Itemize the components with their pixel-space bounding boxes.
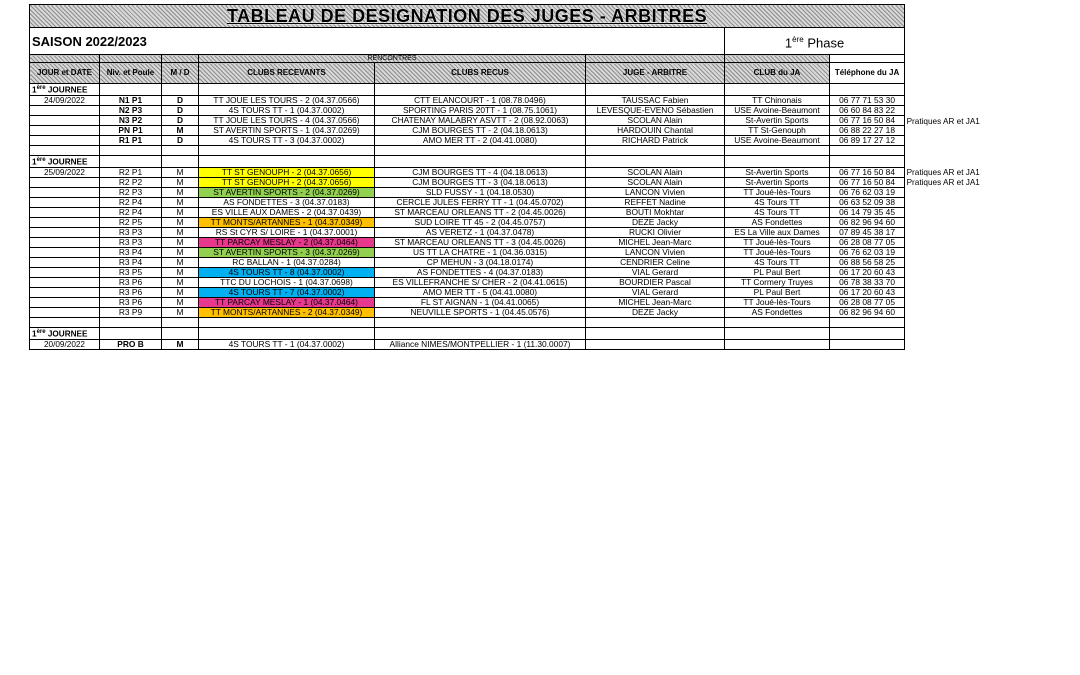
header-spacer	[162, 55, 199, 63]
referee-cell: LANCON Vivien	[586, 247, 725, 257]
level-cell: R1 P1	[100, 136, 162, 146]
journee-row	[30, 156, 905, 168]
table-row	[30, 257, 905, 267]
empty-cell	[725, 84, 830, 96]
phone-cell: 06 76 62 03 19	[830, 247, 905, 257]
md-cell: M	[162, 207, 199, 217]
home-club-cell: TT ST GENOUPH - 2 (04.37.0656)	[199, 167, 375, 177]
home-club-cell: 4S TOURS TT - 7 (04.37.0002)	[199, 287, 375, 297]
phone-cell: 06 28 08 77 05	[830, 297, 905, 307]
page-title: TABLEAU DE DESIGNATION DES JUGES - ARBITRES	[30, 5, 905, 28]
empty-cell	[830, 146, 905, 156]
referee-cell: BOUTI Mokhtar	[586, 207, 725, 217]
empty-cell	[162, 156, 199, 168]
phase-word: Phase	[807, 35, 845, 51]
journee-row	[30, 327, 905, 339]
away-club-cell: CJM BOURGES TT - 2 (04.18.0613)	[375, 126, 586, 136]
table-row	[30, 106, 905, 116]
empty-cell	[199, 317, 375, 327]
level-cell: R3 P3	[100, 237, 162, 247]
away-club-cell: CHATENAY MALABRY ASVTT - 2 (08.92.0063)	[375, 116, 586, 126]
md-cell: M	[162, 339, 199, 349]
level-cell: R3 P4	[100, 247, 162, 257]
away-club-cell: AS VERETZ - 1 (04.37.0478)	[375, 227, 586, 237]
home-club-cell: RS St CYR S/ LOIRE - 1 (04.37.0001)	[199, 227, 375, 237]
empty-cell	[30, 207, 100, 217]
empty-cell	[725, 327, 830, 339]
away-club-cell: US TT LA CHATRE - 1 (04.36.0315)	[375, 247, 586, 257]
empty-cell	[30, 146, 100, 156]
table-row	[30, 339, 905, 349]
empty-cell	[30, 247, 100, 257]
table-row	[30, 167, 905, 177]
phone-cell: 06 77 16 50 84	[830, 167, 905, 177]
column-header-md: M / D	[162, 63, 199, 84]
table-row	[30, 136, 905, 146]
referee-club-cell: 4S Tours TT	[725, 197, 830, 207]
season-spacer	[162, 28, 725, 55]
empty-cell	[30, 197, 100, 207]
referee-cell: DEZE Jacky	[586, 307, 725, 317]
table-row	[30, 96, 905, 106]
referee-cell: RICHARD Patrick	[586, 136, 725, 146]
empty-cell	[199, 156, 375, 168]
empty-cell	[162, 146, 199, 156]
home-club-cell: TT PARCAY MESLAY - 1 (04.37.0464)	[199, 297, 375, 307]
empty-cell	[100, 156, 162, 168]
level-cell: R3 P9	[100, 307, 162, 317]
journee-number: 1	[32, 329, 37, 339]
phone-cell: 06 77 16 50 84	[830, 116, 905, 126]
journee-number: 1	[32, 86, 37, 96]
table-row	[30, 267, 905, 277]
empty-cell	[199, 84, 375, 96]
empty-cell	[199, 146, 375, 156]
referee-club-cell: TT Joué-lès-Tours	[725, 297, 830, 307]
referee-club-cell: St-Avertin Sports	[725, 177, 830, 187]
journee-suffix: ère	[36, 157, 46, 164]
empty-cell	[162, 327, 199, 339]
journee-suffix: ère	[36, 328, 46, 335]
referee-club-cell: AS Fondettes	[725, 307, 830, 317]
phone-cell: 06 89 17 27 12	[830, 136, 905, 146]
journee-label	[30, 84, 100, 96]
level-cell: N2 P3	[100, 106, 162, 116]
home-club-cell: RC BALLAN - 1 (04.37.0284)	[199, 257, 375, 267]
md-cell: M	[162, 307, 199, 317]
home-club-cell: ST AVERTIN SPORTS - 2 (04.37.0269)	[199, 187, 375, 197]
empty-cell	[375, 327, 586, 339]
level-cell: R2 P4	[100, 197, 162, 207]
md-cell: M	[162, 187, 199, 197]
referee-cell: REFFET Nadine	[586, 197, 725, 207]
date-cell: 20/09/2022	[30, 339, 100, 349]
empty-cell	[30, 277, 100, 287]
phone-cell: 06 82 96 94 60	[830, 307, 905, 317]
empty-cell	[30, 257, 100, 267]
away-club-cell: ES VILLEFRANCHE S/ CHER - 2 (04.41.0615)	[375, 277, 586, 287]
referee-club-cell: TT Cormery Truyes	[725, 277, 830, 287]
referee-cell: CENDRIER Celine	[586, 257, 725, 267]
table-row	[30, 227, 905, 237]
home-club-cell: AS FONDETTES - 3 (04.37.0183)	[199, 197, 375, 207]
season-row	[30, 28, 905, 55]
level-cell: N1 P1	[100, 96, 162, 106]
home-club-cell: TT MONTS/ARTANNES - 1 (04.37.0349)	[199, 217, 375, 227]
away-club-cell: NEUVILLE SPORTS - 1 (04.45.0576)	[375, 307, 586, 317]
referee-cell: SCOLAN Alain	[586, 167, 725, 177]
home-club-cell: ST AVERTIN SPORTS - 3 (04.37.0269)	[199, 247, 375, 257]
empty-cell	[375, 146, 586, 156]
away-club-cell: CTT ELANCOURT - 1 (08.78.0496)	[375, 96, 586, 106]
column-header-away: CLUBS RECUS	[375, 63, 586, 84]
referee-club-cell: St-Avertin Sports	[725, 116, 830, 126]
referee-cell: SCOLAN Alain	[586, 177, 725, 187]
away-club-cell: FL ST AIGNAN - 1 (04.41.0065)	[375, 297, 586, 307]
referee-cell: VIAL Gerard	[586, 267, 725, 277]
away-club-cell: CJM BOURGES TT - 4 (04.18.0613)	[375, 167, 586, 177]
md-cell: M	[162, 237, 199, 247]
spacer-row	[30, 146, 905, 156]
md-cell: M	[162, 217, 199, 227]
empty-cell	[586, 327, 725, 339]
empty-cell	[30, 297, 100, 307]
away-club-cell: CERCLE JULES FERRY TT - 1 (04.45.0702)	[375, 197, 586, 207]
phone-cell: 06 76 62 03 19	[830, 187, 905, 197]
level-cell: R2 P5	[100, 217, 162, 227]
empty-cell	[586, 146, 725, 156]
referee-club-cell: 4S Tours TT	[725, 207, 830, 217]
column-header-phone: Téléphone du JA	[830, 63, 905, 84]
away-club-cell: ST MARCEAU ORLEANS TT - 3 (04.45.0026)	[375, 237, 586, 247]
header-spacer	[30, 55, 100, 63]
journee-suffix: ère	[36, 85, 46, 92]
date-cell: 25/09/2022	[30, 167, 100, 177]
table-row	[30, 237, 905, 247]
md-cell: M	[162, 247, 199, 257]
table-row	[30, 247, 905, 257]
empty-cell	[375, 317, 586, 327]
md-cell: M	[162, 297, 199, 307]
journee-row	[30, 84, 905, 96]
table-row	[30, 217, 905, 227]
date-cell: 24/09/2022	[30, 96, 100, 106]
away-club-cell: ST MARCEAU ORLEANS TT - 2 (04.45.0026)	[375, 207, 586, 217]
empty-cell	[30, 287, 100, 297]
referee-cell: MICHEL Jean-Marc	[586, 297, 725, 307]
away-club-cell: Alliance NIMES/MONTPELLIER - 1 (11.30.0007)	[375, 339, 586, 349]
phase-number: 1	[784, 35, 793, 51]
journee-number: 1	[32, 157, 37, 167]
md-cell: D	[162, 116, 199, 126]
phone-cell: 06 60 84 83 22	[830, 106, 905, 116]
home-club-cell: TT JOUE LES TOURS - 2 (04.37.0566)	[199, 96, 375, 106]
level-cell: R3 P5	[100, 267, 162, 277]
md-cell: M	[162, 177, 199, 187]
md-cell: M	[162, 277, 199, 287]
referee-club-cell: TT Joué-lès-Tours	[725, 247, 830, 257]
table-row	[30, 187, 905, 197]
empty-cell	[30, 126, 100, 136]
season-label: SAISON 2022/2023	[30, 28, 162, 55]
empty-cell	[30, 317, 100, 327]
referee-cell: BOURDIER Pascal	[586, 277, 725, 287]
away-club-cell: CP MEHUN - 3 (04.18.0174)	[375, 257, 586, 267]
header-spacer	[830, 55, 905, 63]
level-cell: R3 P4	[100, 257, 162, 267]
level-cell: R3 P6	[100, 297, 162, 307]
table-row	[30, 207, 905, 217]
side-note: Pratiques AR et JA1	[906, 178, 980, 188]
level-cell: PN P1	[100, 126, 162, 136]
home-club-cell: TTC DU LOCHOIS - 1 (04.37.0698)	[199, 277, 375, 287]
table-row	[30, 277, 905, 287]
empty-cell	[30, 227, 100, 237]
home-club-cell: 4S TOURS TT - 8 (04.37.0002)	[199, 267, 375, 277]
level-cell: R3 P6	[100, 287, 162, 297]
away-club-cell: SLD FUSSY - 1 (04.18.0530)	[375, 187, 586, 197]
referee-club-cell: PL Paul Bert	[725, 287, 830, 297]
table-row	[30, 177, 905, 187]
phone-cell: 06 77 16 50 84	[830, 177, 905, 187]
phone-cell: 07 89 45 38 17	[830, 227, 905, 237]
phone-cell: 06 82 96 94 60	[830, 217, 905, 227]
home-club-cell: TT ST GENOUPH - 2 (04.37.0656)	[199, 177, 375, 187]
away-club-cell: SPORTING PARIS 20TT - 1 (08.75.1061)	[375, 106, 586, 116]
column-header-level: Niv. et Poule	[100, 63, 162, 84]
referee-club-cell	[725, 339, 830, 349]
referee-club-cell: PL Paul Bert	[725, 267, 830, 277]
group-header-row	[30, 55, 905, 63]
referee-club-cell: 4S Tours TT	[725, 257, 830, 267]
referee-cell: SCOLAN Alain	[586, 116, 725, 126]
side-note: Pratiques AR et JA1	[906, 116, 980, 126]
md-cell: M	[162, 126, 199, 136]
phone-cell: 06 28 08 77 05	[830, 237, 905, 247]
referee-cell: VIAL Gerard	[586, 287, 725, 297]
empty-cell	[162, 84, 199, 96]
empty-cell	[30, 177, 100, 187]
empty-cell	[830, 156, 905, 168]
empty-cell	[100, 146, 162, 156]
phone-cell: 06 77 71 53 30	[830, 96, 905, 106]
home-club-cell: TT MONTS/ARTANNES - 2 (04.37.0349)	[199, 307, 375, 317]
spacer-row	[30, 317, 905, 327]
column-header-club: CLUB du JA	[725, 63, 830, 84]
md-cell: D	[162, 96, 199, 106]
column-header-date: JOUR et DATE	[30, 63, 100, 84]
md-cell: D	[162, 106, 199, 116]
home-club-cell: 4S TOURS TT - 3 (04.37.0002)	[199, 136, 375, 146]
referee-club-cell: St-Avertin Sports	[725, 167, 830, 177]
empty-cell	[30, 217, 100, 227]
side-note: Pratiques AR et JA1	[906, 168, 980, 178]
designation-table	[29, 4, 905, 350]
phone-cell: 06 14 79 35 45	[830, 207, 905, 217]
level-cell: N3 P2	[100, 116, 162, 126]
home-club-cell: ES VILLE AUX DAMES - 2 (04.37.0439)	[199, 207, 375, 217]
rencontres-header: RENCONTRES	[199, 55, 586, 63]
empty-cell	[830, 84, 905, 96]
header-spacer	[586, 55, 725, 63]
column-header-home: CLUBS RECEVANTS	[199, 63, 375, 84]
home-club-cell: TT JOUE LES TOURS - 4 (04.37.0566)	[199, 116, 375, 126]
empty-cell	[199, 327, 375, 339]
level-cell: PRO B	[100, 339, 162, 349]
empty-cell	[30, 307, 100, 317]
empty-cell	[586, 156, 725, 168]
away-club-cell: SUD LOIRE TT 45 - 2 (04.45.0757)	[375, 217, 586, 227]
title-row	[30, 5, 905, 28]
level-cell: R3 P3	[100, 227, 162, 237]
empty-cell	[100, 84, 162, 96]
journee-word: JOURNEE	[47, 86, 88, 96]
level-cell: R2 P1	[100, 167, 162, 177]
table-row	[30, 126, 905, 136]
referee-cell: DEZE Jacky	[586, 217, 725, 227]
empty-cell	[830, 327, 905, 339]
empty-cell	[30, 116, 100, 126]
empty-cell	[100, 317, 162, 327]
column-header-referee: JUGE - ARBITRE	[586, 63, 725, 84]
md-cell: M	[162, 197, 199, 207]
table-row	[30, 197, 905, 207]
empty-cell	[30, 237, 100, 247]
level-cell: R2 P2	[100, 177, 162, 187]
referee-club-cell: TT Joué-lès-Tours	[725, 237, 830, 247]
empty-cell	[30, 187, 100, 197]
table-row	[30, 287, 905, 297]
empty-cell	[162, 317, 199, 327]
phone-cell: 06 63 52 09 38	[830, 197, 905, 207]
referee-cell: MICHEL Jean-Marc	[586, 237, 725, 247]
phone-cell: 06 78 38 33 70	[830, 277, 905, 287]
away-club-cell: AMO MER TT - 2 (04.41.0080)	[375, 136, 586, 146]
empty-cell	[30, 106, 100, 116]
empty-cell	[725, 317, 830, 327]
header-spacer	[100, 55, 162, 63]
level-cell: R2 P4	[100, 207, 162, 217]
md-cell: M	[162, 167, 199, 177]
md-cell: M	[162, 227, 199, 237]
table-row	[30, 297, 905, 307]
home-club-cell: 4S TOURS TT - 1 (04.37.0002)	[199, 339, 375, 349]
referee-club-cell: TT Chinonais	[725, 96, 830, 106]
referee-cell: HARDOUIN Chantal	[586, 126, 725, 136]
header-spacer	[725, 55, 830, 63]
md-cell: M	[162, 287, 199, 297]
table-row	[30, 307, 905, 317]
referee-club-cell: ES La Ville aux Dames	[725, 227, 830, 237]
level-cell: R2 P3	[100, 187, 162, 197]
phone-cell: 06 17 20 60 43	[830, 267, 905, 277]
home-club-cell: 4S TOURS TT - 1 (04.37.0002)	[199, 106, 375, 116]
journee-word: JOURNEE	[47, 329, 88, 339]
empty-cell	[725, 146, 830, 156]
empty-cell	[586, 317, 725, 327]
journee-word: JOURNEE	[47, 157, 88, 167]
journee-label	[30, 327, 100, 339]
empty-cell	[30, 136, 100, 146]
empty-cell	[100, 327, 162, 339]
phone-cell: 06 88 56 58 25	[830, 257, 905, 267]
journee-label	[30, 156, 100, 168]
away-club-cell: AS FONDETTES - 4 (04.37.0183)	[375, 267, 586, 277]
table-row	[30, 116, 905, 126]
home-club-cell: ST AVERTIN SPORTS - 1 (04.37.0269)	[199, 126, 375, 136]
phase-suffix: ère	[792, 35, 804, 44]
md-cell: M	[162, 257, 199, 267]
phone-cell: 06 17 20 60 43	[830, 287, 905, 297]
referee-club-cell: USE Avoine-Beaumont	[725, 106, 830, 116]
referee-club-cell: USE Avoine-Beaumont	[725, 136, 830, 146]
empty-cell	[375, 156, 586, 168]
home-club-cell: TT PARCAY MESLAY - 2 (04.37.0464)	[199, 237, 375, 247]
referee-cell	[586, 339, 725, 349]
away-club-cell: AMO MER TT - 5 (04.41.0080)	[375, 287, 586, 297]
referee-club-cell: TT Joué-lès-Tours	[725, 187, 830, 197]
referee-cell: LEVESQUE-EVENO Sébastien	[586, 106, 725, 116]
away-club-cell: CJM BOURGES TT - 3 (04.18.0613)	[375, 177, 586, 187]
md-cell: M	[162, 267, 199, 277]
empty-cell	[375, 84, 586, 96]
md-cell: D	[162, 136, 199, 146]
empty-cell	[586, 84, 725, 96]
phase-label	[725, 28, 905, 55]
phone-cell: 06 88 22 27 18	[830, 126, 905, 136]
level-cell: R3 P6	[100, 277, 162, 287]
designation-sheet	[29, 4, 905, 350]
empty-cell	[725, 156, 830, 168]
empty-cell	[30, 267, 100, 277]
referee-cell: LANCON Vivien	[586, 187, 725, 197]
column-header-row	[30, 63, 905, 84]
referee-cell: RUCKI Olivier	[586, 227, 725, 237]
table-body	[30, 5, 905, 350]
phone-cell	[830, 339, 905, 349]
referee-club-cell: AS Fondettes	[725, 217, 830, 227]
referee-club-cell: TT St-Genouph	[725, 126, 830, 136]
empty-cell	[830, 317, 905, 327]
referee-cell: TAUSSAC Fabien	[586, 96, 725, 106]
